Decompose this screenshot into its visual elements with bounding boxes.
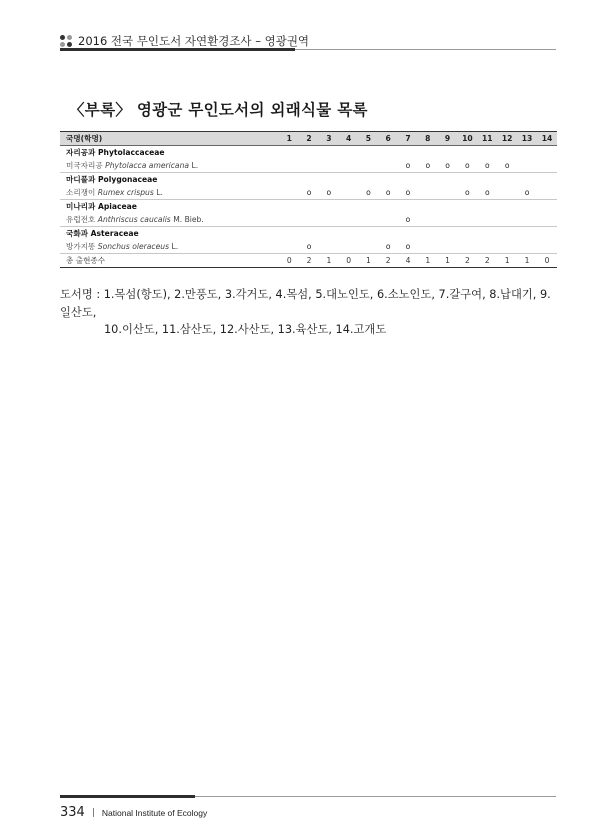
occurrence-cell: o — [319, 186, 339, 200]
bullet-dots-icon — [60, 35, 72, 47]
total-row — [60, 254, 557, 268]
occurrence-cell — [537, 240, 557, 254]
family-name: 마디풀과 Polygonaceae — [66, 175, 158, 184]
occurrence-cell — [378, 213, 398, 227]
occurrence-cell: o — [398, 159, 418, 173]
occurrence-cell — [537, 159, 557, 173]
table-header-row — [60, 132, 557, 146]
occurrence-cell — [497, 186, 517, 200]
species-authority: M. Bieb. — [173, 215, 204, 224]
column-header-island-14: 14 — [537, 132, 557, 146]
column-header-island-7: 7 — [398, 132, 418, 146]
species-scientific-name: Rumex crispus — [97, 188, 154, 197]
total-count-cell: 1 — [497, 254, 517, 268]
occurrence-cell: o — [378, 240, 398, 254]
column-header-island-13: 13 — [517, 132, 537, 146]
footer-rule-accent — [60, 795, 195, 798]
occurrence-cell — [279, 213, 299, 227]
total-count-cell: 1 — [438, 254, 458, 268]
occurrence-cell — [359, 240, 379, 254]
species-row — [60, 240, 557, 254]
occurrence-cell: o — [398, 186, 418, 200]
species-authority: L. — [171, 242, 179, 251]
family-name: 국화과 Asteraceae — [66, 229, 139, 238]
institute-name: National Institute of Ecology — [101, 807, 208, 818]
footer-separator: | — [91, 807, 95, 818]
species-scientific-name: Phytolacca americana — [105, 161, 190, 170]
column-header-island-5: 5 — [359, 132, 379, 146]
species-row — [60, 213, 557, 227]
occurrence-cell — [418, 213, 438, 227]
header-rule-accent — [60, 48, 295, 51]
occurrence-cell: o — [497, 159, 517, 173]
occurrence-cell — [319, 213, 339, 227]
occurrence-cell — [537, 213, 557, 227]
occurrence-cell — [319, 240, 339, 254]
column-header-island-6: 6 — [378, 132, 398, 146]
occurrence-cell — [457, 213, 477, 227]
occurrence-cell: o — [398, 240, 418, 254]
appendix-title: 〈부록〉 영광군 무인도서의 외래식물 목록 — [69, 101, 368, 119]
occurrence-cell: o — [457, 186, 477, 200]
table-body — [60, 146, 557, 268]
total-label: 총 출현종수 — [60, 254, 279, 268]
total-count-cell: 2 — [477, 254, 497, 268]
legend-line-1: 도서명 : 1.목섬(항도), 2.만풍도, 3.각거도, 4.목섬, 5.대노인도, 6.소노인도, 7.갈구여, 8.납대기, 9.일산도, — [60, 288, 551, 319]
species-name — [60, 213, 279, 227]
column-header-island-1: 1 — [279, 132, 299, 146]
occurrence-cell — [418, 186, 438, 200]
column-header-island-3: 3 — [319, 132, 339, 146]
occurrence-cell — [418, 240, 438, 254]
occurrence-cell — [299, 159, 319, 173]
occurrence-cell — [279, 240, 299, 254]
occurrence-cell — [517, 213, 537, 227]
species-authority: L. — [156, 188, 163, 197]
occurrence-cell — [477, 213, 497, 227]
column-header-island-11: 11 — [477, 132, 497, 146]
column-header-island-4: 4 — [339, 132, 359, 146]
occurrence-cell — [339, 159, 359, 173]
species-row — [60, 159, 557, 173]
species-korean-name: 미국자리공 — [66, 161, 103, 170]
island-legend — [60, 286, 560, 339]
occurrence-cell — [537, 186, 557, 200]
species-name — [60, 186, 279, 200]
occurrence-cell: o — [359, 186, 379, 200]
occurrence-cell — [517, 159, 537, 173]
family-row — [60, 200, 557, 214]
total-count-cell: 1 — [359, 254, 379, 268]
running-header — [60, 33, 309, 49]
occurrence-cell — [497, 213, 517, 227]
species-name — [60, 240, 279, 254]
occurrence-cell — [438, 240, 458, 254]
species-korean-name: 소리쟁이 — [66, 188, 96, 197]
family-row — [60, 173, 557, 187]
occurrence-cell — [457, 240, 477, 254]
occurrence-cell — [319, 159, 339, 173]
total-count-cell: 1 — [418, 254, 438, 268]
occurrence-cell: o — [299, 186, 319, 200]
occurrence-cell — [438, 186, 458, 200]
occurrence-cell — [299, 213, 319, 227]
total-count-cell: 1 — [319, 254, 339, 268]
species-authority: L. — [191, 161, 199, 170]
species-row — [60, 186, 557, 200]
occurrence-cell — [477, 240, 497, 254]
occurrence-cell: o — [477, 159, 497, 173]
family-row — [60, 146, 557, 160]
occurrence-cell — [339, 240, 359, 254]
family-name: 미나리과 Apiaceae — [66, 202, 137, 211]
column-header-island-9: 9 — [438, 132, 458, 146]
total-count-cell: 2 — [457, 254, 477, 268]
occurrence-cell — [279, 186, 299, 200]
total-count-cell: 0 — [279, 254, 299, 268]
occurrence-cell: o — [438, 159, 458, 173]
species-scientific-name: Sonchus oleraceus — [97, 242, 170, 251]
total-count-cell: 2 — [299, 254, 319, 268]
total-count-cell: 0 — [537, 254, 557, 268]
total-count-cell: 0 — [339, 254, 359, 268]
occurrence-cell — [517, 240, 537, 254]
column-header-island-8: 8 — [418, 132, 438, 146]
occurrence-cell — [339, 213, 359, 227]
page-number: 334 — [60, 805, 85, 820]
total-count-cell: 4 — [398, 254, 418, 268]
alien-plant-table — [60, 131, 557, 268]
column-header-island-12: 12 — [497, 132, 517, 146]
occurrence-cell — [339, 186, 359, 200]
species-korean-name: 유럽전호 — [66, 215, 96, 224]
running-header-title: 2016 전국 무인도서 자연환경조사 – 영광권역 — [78, 34, 310, 48]
occurrence-cell: o — [477, 186, 497, 200]
total-count-cell: 1 — [517, 254, 537, 268]
occurrence-cell: o — [457, 159, 477, 173]
occurrence-cell: o — [418, 159, 438, 173]
family-name: 자리공과 Phytolaccaceae — [66, 148, 165, 157]
occurrence-cell — [279, 159, 299, 173]
column-header-island-2: 2 — [299, 132, 319, 146]
occurrence-cell: o — [378, 186, 398, 200]
species-korean-name: 방가지똥 — [66, 242, 96, 251]
family-row — [60, 227, 557, 241]
occurrence-cell: o — [299, 240, 319, 254]
legend-line-2: 10.이산도, 11.삼산도, 12.사산도, 13.육산도, 14.고개도 — [104, 323, 387, 336]
occurrence-cell — [497, 240, 517, 254]
column-header-name: 국명(학명) — [60, 132, 279, 146]
species-name — [60, 159, 279, 173]
occurrence-cell: o — [398, 213, 418, 227]
occurrence-cell — [378, 159, 398, 173]
page-footer — [60, 805, 207, 820]
species-scientific-name: Anthriscus caucalis — [97, 215, 171, 224]
occurrence-cell — [359, 213, 379, 227]
column-header-island-10: 10 — [457, 132, 477, 146]
total-count-cell: 2 — [378, 254, 398, 268]
occurrence-cell — [438, 213, 458, 227]
occurrence-cell: o — [517, 186, 537, 200]
occurrence-cell — [359, 159, 379, 173]
